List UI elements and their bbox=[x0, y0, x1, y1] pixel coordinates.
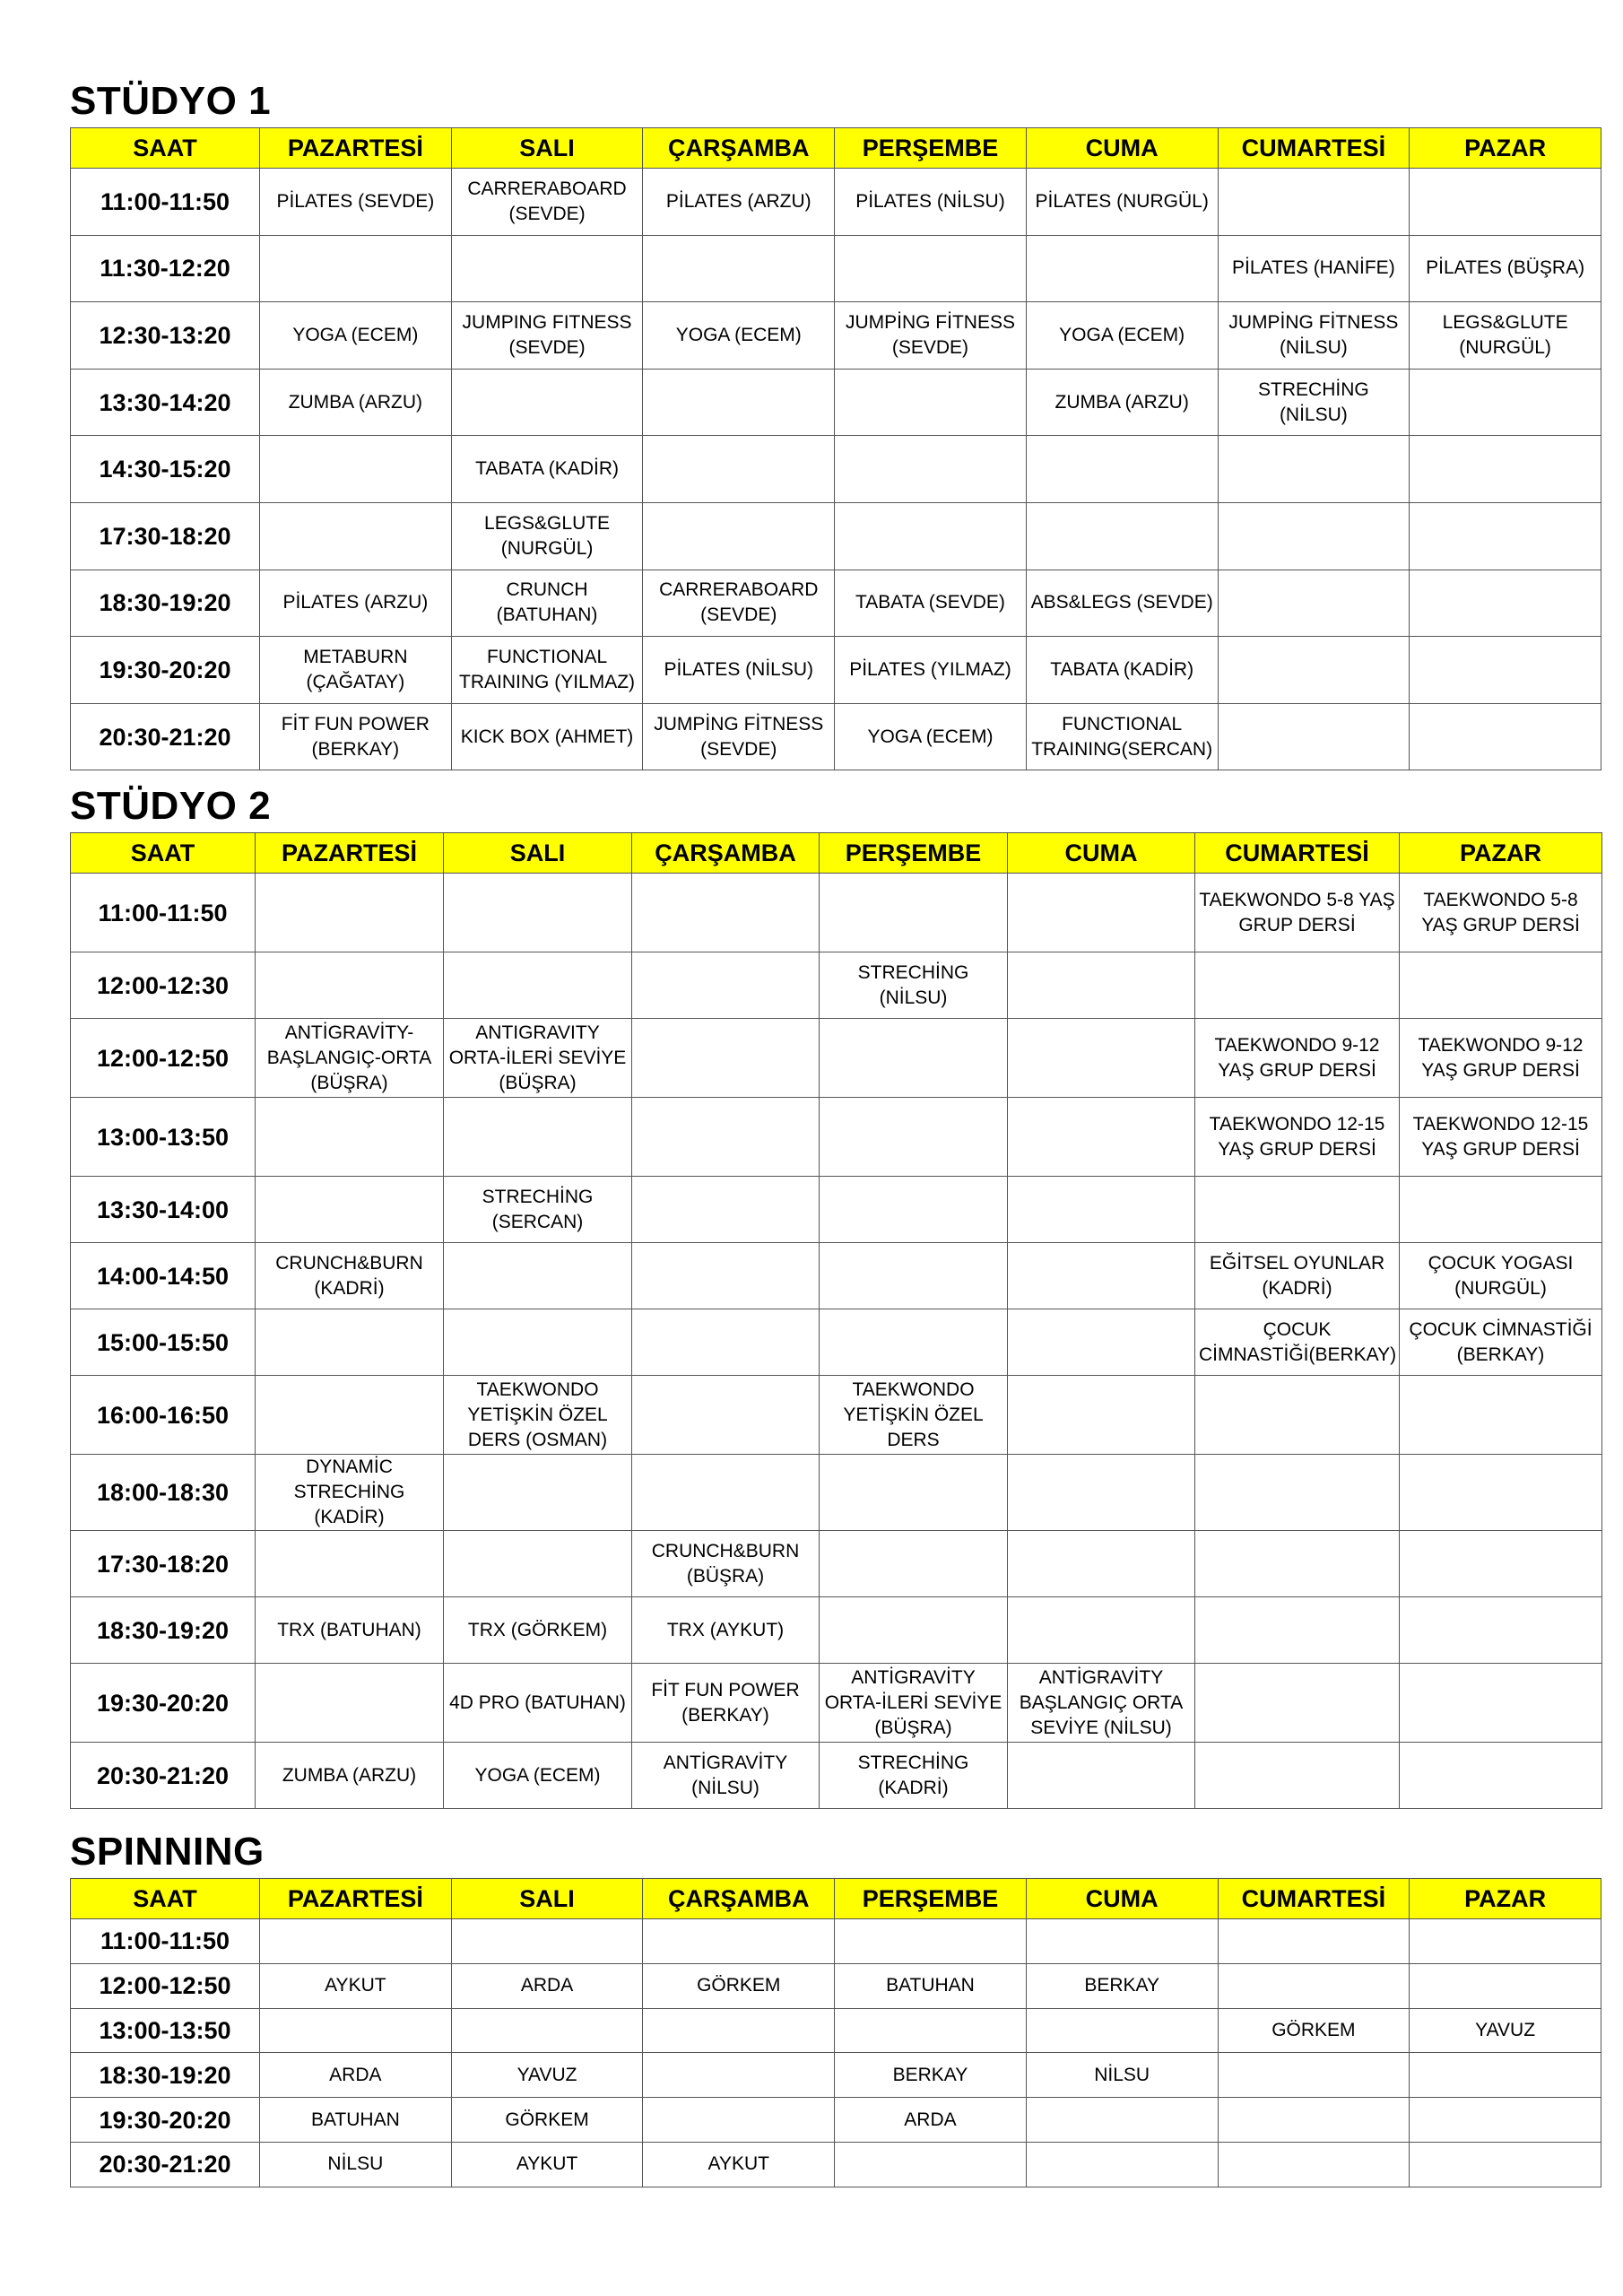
class-cell: TAEKWONDO 9-12 YAŞ GRUP DERSİ bbox=[1400, 1019, 1602, 1098]
class-cell bbox=[1026, 502, 1218, 570]
class-cell bbox=[1410, 2142, 1601, 2187]
class-cell: ZUMBA (ARZU) bbox=[1026, 369, 1218, 436]
class-cell: PİLATES (NURGÜL) bbox=[1026, 169, 1218, 236]
class-cell: YAVUZ bbox=[1410, 2008, 1601, 2053]
class-cell bbox=[260, 436, 452, 503]
class-cell bbox=[1410, 570, 1601, 637]
class-cell bbox=[820, 1019, 1008, 1098]
class-cell bbox=[835, 1919, 1027, 1964]
class-cell bbox=[1410, 2098, 1601, 2143]
time-slot-cell: 14:30-15:20 bbox=[71, 436, 260, 503]
class-cell bbox=[1400, 1597, 1602, 1664]
spinning-schedule-table bbox=[70, 1878, 1601, 2187]
class-cell: BATUHAN bbox=[260, 2098, 452, 2143]
class-cell: TRX (GÖRKEM) bbox=[444, 1597, 632, 1664]
class-cell bbox=[820, 1597, 1008, 1664]
class-cell bbox=[444, 874, 632, 952]
class-cell: STRECHİNG (SERCAN) bbox=[444, 1177, 632, 1243]
class-cell: GÖRKEM bbox=[643, 1963, 835, 2008]
class-cell bbox=[1410, 1919, 1601, 1964]
header-row bbox=[71, 128, 1601, 169]
class-cell bbox=[1410, 703, 1601, 770]
class-cell: AYKUT bbox=[260, 1963, 452, 2008]
class-cell bbox=[1026, 2098, 1218, 2143]
class-cell bbox=[1195, 1743, 1400, 1809]
class-cell bbox=[835, 2008, 1027, 2053]
table-row bbox=[71, 1455, 1602, 1531]
column-header: SAAT bbox=[71, 833, 256, 874]
class-cell: BERKAY bbox=[835, 2053, 1027, 2098]
class-cell bbox=[820, 1177, 1008, 1243]
class-cell bbox=[632, 874, 820, 952]
time-slot-cell: 17:30-18:20 bbox=[71, 502, 260, 570]
class-cell bbox=[643, 1919, 835, 1964]
header-row bbox=[71, 1879, 1601, 1919]
class-cell bbox=[1400, 1743, 1602, 1809]
class-cell bbox=[444, 952, 632, 1019]
class-cell: PİLATES (ARZU) bbox=[260, 570, 452, 637]
class-cell: METABURN (ÇAĞATAY) bbox=[260, 637, 452, 704]
table-row bbox=[71, 637, 1601, 704]
class-cell bbox=[835, 2142, 1027, 2187]
class-cell bbox=[632, 1177, 820, 1243]
table-row bbox=[71, 1019, 1602, 1098]
column-header: PAZAR bbox=[1400, 833, 1602, 874]
table-row bbox=[71, 169, 1601, 236]
class-cell: YOGA (ECEM) bbox=[643, 302, 835, 370]
class-cell bbox=[260, 502, 452, 570]
class-cell: ÇOCUK CİMNASTİĞİ(BERKAY) bbox=[1195, 1309, 1400, 1376]
class-cell: TRX (BATUHAN) bbox=[256, 1597, 444, 1664]
class-cell: GÖRKEM bbox=[1218, 2008, 1410, 2053]
class-cell bbox=[260, 1919, 452, 1964]
class-cell: YOGA (ECEM) bbox=[835, 703, 1027, 770]
table-row bbox=[71, 1664, 1602, 1743]
class-cell bbox=[835, 436, 1027, 503]
class-cell: ANTİGRAVİTY (NİLSU) bbox=[632, 1743, 820, 1809]
column-header: ÇARŞAMBA bbox=[643, 128, 835, 169]
time-slot-cell: 11:30-12:20 bbox=[71, 235, 260, 302]
class-cell: JUMPİNG FİTNESS (SEVDE) bbox=[643, 703, 835, 770]
class-cell bbox=[1026, 2142, 1218, 2187]
table-row bbox=[71, 2098, 1601, 2143]
class-cell bbox=[1400, 1376, 1602, 1455]
class-cell bbox=[1218, 703, 1410, 770]
column-header: CUMARTESİ bbox=[1195, 833, 1400, 874]
table-row bbox=[71, 1098, 1602, 1177]
class-cell bbox=[1410, 169, 1601, 236]
class-cell bbox=[1218, 570, 1410, 637]
time-slot-cell: 19:30-20:20 bbox=[71, 2098, 260, 2143]
class-cell bbox=[1008, 1455, 1195, 1531]
class-cell bbox=[1026, 436, 1218, 503]
table-row bbox=[71, 436, 1601, 503]
class-cell: TAEKWONDO 9-12 YAŞ GRUP DERSİ bbox=[1195, 1019, 1400, 1098]
table-row bbox=[71, 1743, 1602, 1809]
class-cell bbox=[835, 502, 1027, 570]
class-cell: CRUNCH&BURN (KADRİ) bbox=[256, 1243, 444, 1309]
time-slot-cell: 20:30-21:20 bbox=[71, 2142, 260, 2187]
time-slot-cell: 16:00-16:50 bbox=[71, 1376, 256, 1455]
class-cell: JUMPING FITNESS (SEVDE) bbox=[451, 302, 643, 370]
class-cell bbox=[1026, 1919, 1218, 1964]
table-row bbox=[71, 369, 1601, 436]
class-cell bbox=[1195, 1664, 1400, 1743]
time-slot-cell: 19:30-20:20 bbox=[71, 637, 260, 704]
table-row bbox=[71, 2053, 1601, 2098]
class-cell bbox=[632, 1098, 820, 1177]
class-cell: ZUMBA (ARZU) bbox=[260, 369, 452, 436]
class-cell: CARRERABOARD (SEVDE) bbox=[451, 169, 643, 236]
class-cell bbox=[835, 235, 1027, 302]
table-row bbox=[71, 235, 1601, 302]
class-cell: KICK BOX (AHMET) bbox=[451, 703, 643, 770]
time-slot-cell: 19:30-20:20 bbox=[71, 1664, 256, 1743]
table-row bbox=[71, 874, 1602, 952]
column-header: SALI bbox=[451, 1879, 643, 1919]
studio1-title: STÜDYO 1 bbox=[70, 79, 272, 123]
class-cell bbox=[451, 2008, 643, 2053]
class-cell bbox=[444, 1098, 632, 1177]
class-cell: ANTİGRAVİTY-BAŞLANGIÇ-ORTA (BÜŞRA) bbox=[256, 1019, 444, 1098]
class-cell bbox=[451, 1919, 643, 1964]
table-row bbox=[71, 703, 1601, 770]
column-header: PERŞEMBE bbox=[835, 1879, 1027, 1919]
class-cell: TABATA (KADİR) bbox=[451, 436, 643, 503]
class-cell: AYKUT bbox=[451, 2142, 643, 2187]
class-cell bbox=[1026, 235, 1218, 302]
class-cell: CRUNCH (BATUHAN) bbox=[451, 570, 643, 637]
class-cell bbox=[1410, 369, 1601, 436]
class-cell: STRECHİNG (KADRİ) bbox=[820, 1743, 1008, 1809]
time-slot-cell: 17:30-18:20 bbox=[71, 1531, 256, 1597]
class-cell: BATUHAN bbox=[835, 1963, 1027, 2008]
class-cell bbox=[1410, 1963, 1601, 2008]
class-cell: 4D PRO (BATUHAN) bbox=[444, 1664, 632, 1743]
time-slot-cell: 18:30-19:20 bbox=[71, 570, 260, 637]
class-cell: NİLSU bbox=[260, 2142, 452, 2187]
table-row bbox=[71, 1376, 1602, 1455]
class-cell bbox=[451, 235, 643, 302]
class-cell bbox=[1400, 1664, 1602, 1743]
class-cell bbox=[820, 1243, 1008, 1309]
class-cell bbox=[1400, 1455, 1602, 1531]
class-cell bbox=[256, 1309, 444, 1376]
class-cell: YOGA (ECEM) bbox=[444, 1743, 632, 1809]
time-slot-cell: 18:30-19:20 bbox=[71, 1597, 256, 1664]
time-slot-cell: 12:30-13:20 bbox=[71, 302, 260, 370]
class-cell: TAEKWONDO YETİŞKİN ÖZEL DERS (OSMAN) bbox=[444, 1376, 632, 1455]
column-header: CUMARTESİ bbox=[1218, 128, 1410, 169]
class-cell bbox=[1410, 637, 1601, 704]
table-row bbox=[71, 302, 1601, 370]
class-cell: FUNCTIONAL TRAINING(SERCAN) bbox=[1026, 703, 1218, 770]
class-cell bbox=[1008, 1743, 1195, 1809]
column-header: CUMA bbox=[1026, 128, 1218, 169]
time-slot-cell: 12:00-12:50 bbox=[71, 1019, 256, 1098]
class-cell: ÇOCUK CİMNASTİĞİ (BERKAY) bbox=[1400, 1309, 1602, 1376]
class-cell bbox=[1400, 1531, 1602, 1597]
class-cell: YAVUZ bbox=[451, 2053, 643, 2098]
class-cell: PİLATES (NİLSU) bbox=[835, 169, 1027, 236]
class-cell bbox=[256, 1177, 444, 1243]
class-cell bbox=[632, 1376, 820, 1455]
spinning-title: SPINNING bbox=[70, 1830, 265, 1874]
column-header: SALI bbox=[451, 128, 643, 169]
time-slot-cell: 13:00-13:50 bbox=[71, 1098, 256, 1177]
class-cell: PİLATES (SEVDE) bbox=[260, 169, 452, 236]
class-cell bbox=[835, 369, 1027, 436]
class-cell bbox=[451, 369, 643, 436]
table-row bbox=[71, 570, 1601, 637]
time-slot-cell: 12:00-12:30 bbox=[71, 952, 256, 1019]
class-cell bbox=[260, 2008, 452, 2053]
header-row bbox=[71, 833, 1602, 874]
class-cell bbox=[256, 1531, 444, 1597]
class-cell bbox=[1218, 2142, 1410, 2187]
class-cell: CARRERABOARD (SEVDE) bbox=[643, 570, 835, 637]
time-slot-cell: 12:00-12:50 bbox=[71, 1963, 260, 2008]
column-header: ÇARŞAMBA bbox=[643, 1879, 835, 1919]
class-cell bbox=[1218, 2098, 1410, 2143]
studio1-schedule-table bbox=[70, 127, 1601, 770]
class-cell bbox=[1195, 1531, 1400, 1597]
class-cell bbox=[260, 235, 452, 302]
class-cell: PİLATES (ARZU) bbox=[643, 169, 835, 236]
class-cell: ARDA bbox=[260, 2053, 452, 2098]
class-cell bbox=[1400, 952, 1602, 1019]
class-cell bbox=[820, 1098, 1008, 1177]
class-cell: GÖRKEM bbox=[451, 2098, 643, 2143]
column-header: PAZARTESİ bbox=[260, 1879, 452, 1919]
class-cell: ANTIGRAVITY ORTA-İLERİ SEVİYE (BÜŞRA) bbox=[444, 1019, 632, 1098]
class-cell bbox=[1008, 1177, 1195, 1243]
class-cell bbox=[1218, 169, 1410, 236]
class-cell: FİT FUN POWER (BERKAY) bbox=[260, 703, 452, 770]
spinning-section bbox=[70, 1826, 1601, 2187]
class-cell bbox=[1008, 1531, 1195, 1597]
table-row bbox=[71, 1177, 1602, 1243]
column-header: CUMA bbox=[1026, 1879, 1218, 1919]
time-slot-cell: 13:30-14:00 bbox=[71, 1177, 256, 1243]
table-row bbox=[71, 502, 1601, 570]
studio2-schedule-table bbox=[70, 832, 1602, 1809]
class-cell bbox=[1195, 1597, 1400, 1664]
class-cell: FUNCTIONAL TRAINING (YILMAZ) bbox=[451, 637, 643, 704]
column-header: PAZARTESİ bbox=[260, 128, 452, 169]
class-cell bbox=[643, 369, 835, 436]
class-cell: TAEKWONDO YETİŞKİN ÖZEL DERS bbox=[820, 1376, 1008, 1455]
class-cell bbox=[643, 235, 835, 302]
class-cell: YOGA (ECEM) bbox=[260, 302, 452, 370]
class-cell: JUMPİNG FİTNESS (SEVDE) bbox=[835, 302, 1027, 370]
table-row bbox=[71, 1309, 1602, 1376]
class-cell: PİLATES (HANİFE) bbox=[1218, 235, 1410, 302]
class-cell bbox=[1218, 637, 1410, 704]
class-cell: NİLSU bbox=[1026, 2053, 1218, 2098]
class-cell: LEGS&GLUTE (NURGÜL) bbox=[451, 502, 643, 570]
column-header: SAAT bbox=[71, 1879, 260, 1919]
column-header: PERŞEMBE bbox=[820, 833, 1008, 874]
class-cell bbox=[820, 1531, 1008, 1597]
class-cell bbox=[1218, 1919, 1410, 1964]
class-cell bbox=[1008, 1243, 1195, 1309]
class-cell bbox=[256, 874, 444, 952]
class-cell bbox=[1008, 1376, 1195, 1455]
table-row bbox=[71, 1919, 1601, 1964]
table-row bbox=[71, 2142, 1601, 2187]
class-cell bbox=[1008, 1309, 1195, 1376]
class-cell bbox=[444, 1243, 632, 1309]
time-slot-cell: 14:00-14:50 bbox=[71, 1243, 256, 1309]
class-cell: JUMPİNG FİTNESS (NİLSU) bbox=[1218, 302, 1410, 370]
class-cell: PİLATES (BÜŞRA) bbox=[1410, 235, 1601, 302]
class-cell: TAEKWONDO 12-15 YAŞ GRUP DERSİ bbox=[1195, 1098, 1400, 1177]
class-cell bbox=[1218, 2053, 1410, 2098]
table-row bbox=[71, 1963, 1601, 2008]
class-cell: PİLATES (NİLSU) bbox=[643, 637, 835, 704]
class-cell: ANTİGRAVİTY ORTA-İLERİ SEVİYE (BÜŞRA) bbox=[820, 1664, 1008, 1743]
class-cell bbox=[1218, 1963, 1410, 2008]
class-cell bbox=[643, 2008, 835, 2053]
class-cell bbox=[1410, 2053, 1601, 2098]
time-slot-cell: 11:00-11:50 bbox=[71, 874, 256, 952]
class-cell: BERKAY bbox=[1026, 1963, 1218, 2008]
class-cell: STRECHİNG (NİLSU) bbox=[820, 952, 1008, 1019]
class-cell: TAEKWONDO 5-8 YAŞ GRUP DERSİ bbox=[1195, 874, 1400, 952]
class-cell bbox=[643, 2098, 835, 2143]
class-cell bbox=[1008, 874, 1195, 952]
class-cell: CRUNCH&BURN (BÜŞRA) bbox=[632, 1531, 820, 1597]
time-slot-cell: 15:00-15:50 bbox=[71, 1309, 256, 1376]
class-cell bbox=[1195, 1455, 1400, 1531]
class-cell bbox=[444, 1455, 632, 1531]
time-slot-cell: 18:30-19:20 bbox=[71, 2053, 260, 2098]
class-cell: TAEKWONDO 12-15 YAŞ GRUP DERSİ bbox=[1400, 1098, 1602, 1177]
class-cell bbox=[1400, 1177, 1602, 1243]
class-cell bbox=[1195, 952, 1400, 1019]
class-cell: TRX (AYKUT) bbox=[632, 1597, 820, 1664]
class-cell bbox=[632, 952, 820, 1019]
class-cell: ÇOCUK YOGASI (NURGÜL) bbox=[1400, 1243, 1602, 1309]
time-slot-cell: 13:30-14:20 bbox=[71, 369, 260, 436]
class-cell bbox=[256, 1098, 444, 1177]
class-cell bbox=[1218, 502, 1410, 570]
class-cell: STRECHİNG (NİLSU) bbox=[1218, 369, 1410, 436]
column-header: PERŞEMBE bbox=[835, 128, 1027, 169]
class-cell: AYKUT bbox=[643, 2142, 835, 2187]
column-header: CUMARTESİ bbox=[1218, 1879, 1410, 1919]
class-cell: TABATA (SEVDE) bbox=[835, 570, 1027, 637]
time-slot-cell: 20:30-21:20 bbox=[71, 703, 260, 770]
class-cell: YOGA (ECEM) bbox=[1026, 302, 1218, 370]
class-cell: ARDA bbox=[835, 2098, 1027, 2143]
table-row bbox=[71, 2008, 1601, 2053]
class-cell bbox=[1008, 1098, 1195, 1177]
class-cell: FİT FUN POWER (BERKAY) bbox=[632, 1664, 820, 1743]
studio2-section bbox=[70, 780, 1601, 1809]
table-row bbox=[71, 952, 1602, 1019]
studio1-section bbox=[70, 75, 1601, 770]
class-cell bbox=[1195, 1177, 1400, 1243]
class-cell: TABATA (KADİR) bbox=[1026, 637, 1218, 704]
class-cell bbox=[256, 952, 444, 1019]
class-cell bbox=[820, 1455, 1008, 1531]
column-header: PAZARTESİ bbox=[256, 833, 444, 874]
class-cell bbox=[256, 1376, 444, 1455]
class-cell: DYNAMİC STRECHİNG (KADİR) bbox=[256, 1455, 444, 1531]
time-slot-cell: 13:00-13:50 bbox=[71, 2008, 260, 2053]
class-cell: LEGS&GLUTE (NURGÜL) bbox=[1410, 302, 1601, 370]
time-slot-cell: 11:00-11:50 bbox=[71, 169, 260, 236]
column-header: SALI bbox=[444, 833, 632, 874]
class-cell bbox=[1008, 952, 1195, 1019]
class-cell bbox=[643, 436, 835, 503]
studio2-title: STÜDYO 2 bbox=[70, 784, 272, 828]
class-cell: ANTİGRAVİTY BAŞLANGIÇ ORTA SEVİYE (NİLSU) bbox=[1008, 1664, 1195, 1743]
class-cell bbox=[632, 1455, 820, 1531]
table-row bbox=[71, 1597, 1602, 1664]
class-cell bbox=[643, 2053, 835, 2098]
class-cell bbox=[1008, 1597, 1195, 1664]
class-cell bbox=[632, 1243, 820, 1309]
class-cell bbox=[632, 1309, 820, 1376]
class-cell bbox=[1008, 1019, 1195, 1098]
class-cell: PİLATES (YILMAZ) bbox=[835, 637, 1027, 704]
class-cell bbox=[820, 1309, 1008, 1376]
column-header: SAAT bbox=[71, 128, 260, 169]
class-cell bbox=[256, 1664, 444, 1743]
table-row bbox=[71, 1531, 1602, 1597]
class-cell: TAEKWONDO 5-8 YAŞ GRUP DERSİ bbox=[1400, 874, 1602, 952]
class-cell bbox=[1410, 502, 1601, 570]
column-header: PAZAR bbox=[1410, 128, 1601, 169]
class-cell: ZUMBA (ARZU) bbox=[256, 1743, 444, 1809]
time-slot-cell: 18:00-18:30 bbox=[71, 1455, 256, 1531]
class-cell bbox=[1218, 436, 1410, 503]
class-cell bbox=[1026, 2008, 1218, 2053]
column-header: CUMA bbox=[1008, 833, 1195, 874]
time-slot-cell: 20:30-21:20 bbox=[71, 1743, 256, 1809]
time-slot-cell: 11:00-11:50 bbox=[71, 1919, 260, 1964]
class-cell bbox=[1410, 436, 1601, 503]
class-cell bbox=[444, 1309, 632, 1376]
class-cell: ABS&LEGS (SEVDE) bbox=[1026, 570, 1218, 637]
class-cell bbox=[820, 874, 1008, 952]
class-cell: ARDA bbox=[451, 1963, 643, 2008]
class-cell bbox=[444, 1531, 632, 1597]
table-row bbox=[71, 1243, 1602, 1309]
class-cell bbox=[632, 1019, 820, 1098]
column-header: ÇARŞAMBA bbox=[632, 833, 820, 874]
class-cell: EĞİTSEL OYUNLAR (KADRİ) bbox=[1195, 1243, 1400, 1309]
class-cell bbox=[1195, 1376, 1400, 1455]
class-cell bbox=[643, 502, 835, 570]
column-header: PAZAR bbox=[1410, 1879, 1601, 1919]
